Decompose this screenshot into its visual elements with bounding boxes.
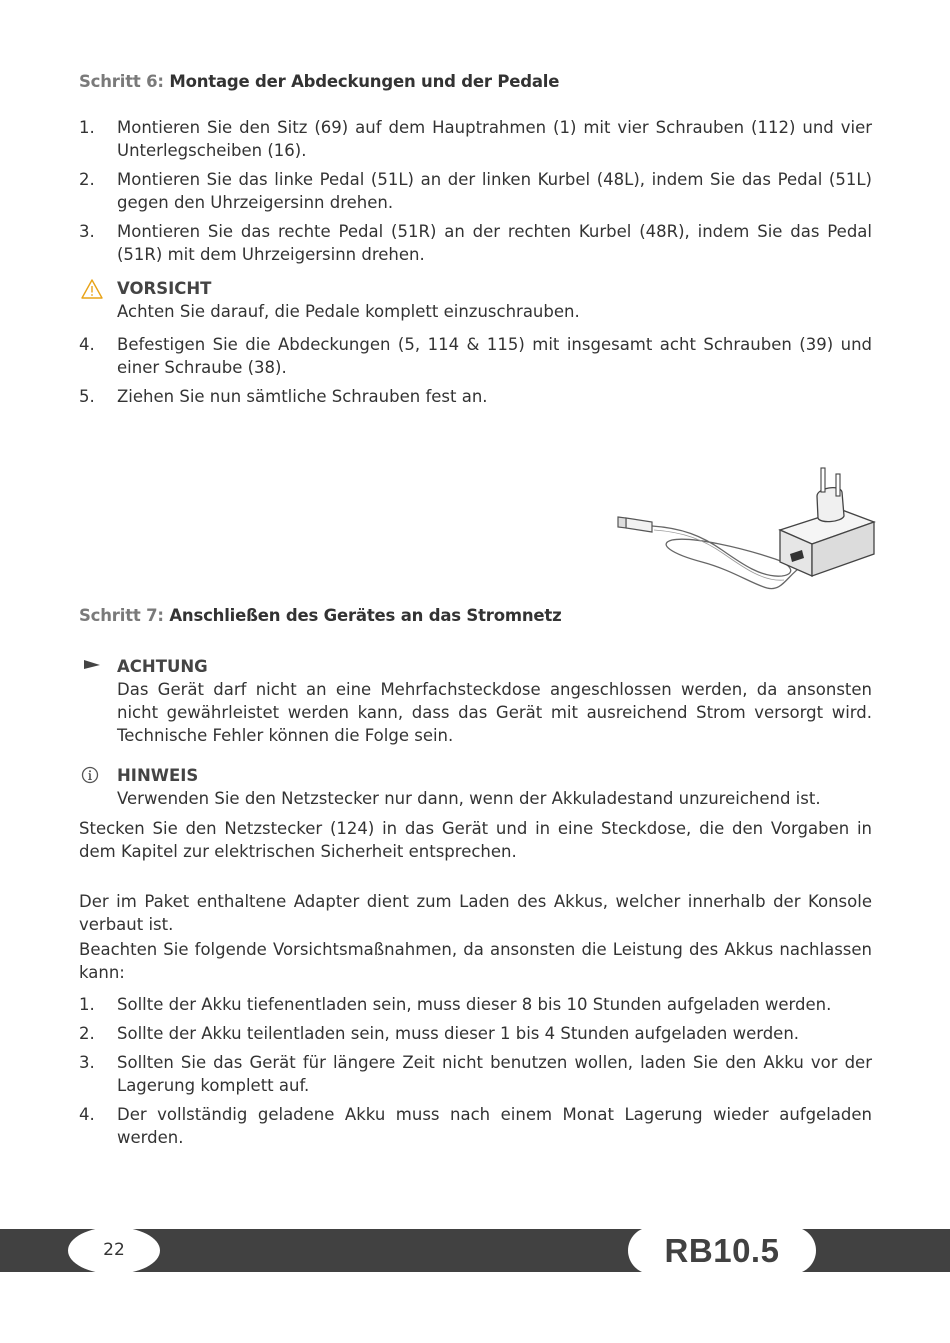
- list-item-number: 3.: [79, 222, 95, 241]
- list-item-text: Montieren Sie den Sitz (69) auf dem Hauptrahmen (1) mit vier Schrauben (112) und vier Unterlegscheiben (16).: [117, 118, 872, 160]
- list-item: [79, 1022, 872, 1045]
- caution-note: [79, 277, 872, 323]
- step7-prefix: Schritt 7:: [79, 606, 164, 625]
- paragraph-plug: Stecken Sie den Netzstecker (124) in das Gerät und in eine Steckdose, die den Vorgaben in dem Kapitel zur elektrischen Sicherheit entsprechen.: [79, 819, 872, 861]
- list-item: [79, 385, 872, 408]
- list-item-number: 3.: [79, 1053, 95, 1072]
- list-item-text: Montieren Sie das linke Pedal (51L) an der linken Kurbel (48L), indem Sie das Pedal (51L) gegen den Uhrzeigersinn drehen.: [117, 170, 872, 212]
- list-item-text: Sollte der Akku tiefenentladen sein, muss dieser 8 bis 10 Stunden aufgeladen werden.: [117, 995, 832, 1014]
- power-adapter-illustration: [612, 458, 882, 598]
- model-logo: RB10.5: [628, 1227, 816, 1274]
- list-item: [79, 168, 872, 214]
- list-item: [79, 116, 872, 162]
- list-item: [79, 220, 872, 266]
- list-item-text: Montieren Sie das rechte Pedal (51R) an der rechten Kurbel (48R), indem Sie das Pedal (51R) mit dem Uhrzeigersinn drehen.: [117, 222, 872, 264]
- list-item-number: 2.: [79, 1024, 95, 1043]
- list-item-text: Befestigen Sie die Abdeckungen (5, 114 & 115) mit insgesamt acht Schrauben (39) und einer Schraube (38).: [117, 335, 872, 377]
- caution-text: Achten Sie darauf, die Pedale komplett einzuschrauben.: [117, 302, 580, 321]
- step6-list-b: [79, 333, 872, 414]
- attention-note: [79, 655, 872, 747]
- step7-title: Anschließen des Gerätes an das Stromnetz: [169, 606, 562, 625]
- list-item-number: 4.: [79, 335, 95, 354]
- paragraph-precautions: Beachten Sie folgende Vorsichtsmaßnahmen, da ansonsten die Leistung des Akkus nachlassen kann:: [79, 940, 872, 982]
- list-item-number: 2.: [79, 170, 95, 189]
- step6-title: Montage der Abdeckungen und der Pedale: [169, 72, 560, 91]
- list-item: [79, 333, 872, 379]
- attention-title: ACHTUNG: [117, 657, 208, 676]
- step6-heading: [79, 72, 559, 91]
- step7-heading: [79, 606, 562, 625]
- list-item: [79, 1103, 872, 1149]
- paragraph-adapter: Der im Paket enthaltene Adapter dient zum Laden des Akkus, welcher innerhalb der Konsole verbaut ist.: [79, 892, 872, 934]
- hint-note: [79, 764, 872, 810]
- attention-text: Das Gerät darf nicht an eine Mehrfachsteckdose angeschlossen werden, da ansonsten nicht gewährleistet werden kann, dass das Gerät mit ausreichend Strom versorgt wird. Technische Fehler können die Folge sein.: [117, 680, 872, 745]
- list-item: [79, 1051, 872, 1097]
- list-item-number: 4.: [79, 1105, 95, 1124]
- hint-text: Verwenden Sie den Netzstecker nur dann, wenn der Akkuladestand unzureichend ist.: [117, 789, 821, 808]
- page-number: 22: [68, 1227, 160, 1274]
- hint-title: HINWEIS: [117, 766, 199, 785]
- arrow-flag-icon: [81, 656, 103, 676]
- info-circle-icon: [81, 765, 103, 785]
- list-item-number: 5.: [79, 387, 95, 406]
- step7-list: [79, 993, 872, 1155]
- list-item-text: Sollte der Akku teilentladen sein, muss dieser 1 bis 4 Stunden aufgeladen werden.: [117, 1024, 800, 1043]
- list-item-number: 1.: [79, 118, 95, 137]
- list-item: [79, 993, 872, 1016]
- list-item-text: Der vollständig geladene Akku muss nach einem Monat Lagerung wieder aufgeladen werden.: [117, 1105, 872, 1147]
- list-item-number: 1.: [79, 995, 95, 1014]
- step6-list-a: [79, 116, 872, 272]
- caution-title: VORSICHT: [117, 279, 212, 298]
- step6-prefix: Schritt 6:: [79, 72, 164, 91]
- warning-triangle-icon: [81, 279, 103, 299]
- list-item-text: Ziehen Sie nun sämtliche Schrauben fest an.: [117, 387, 488, 406]
- list-item-text: Sollten Sie das Gerät für längere Zeit nicht benutzen wollen, laden Sie den Akku vor der Lagerung komplett auf.: [117, 1053, 872, 1095]
